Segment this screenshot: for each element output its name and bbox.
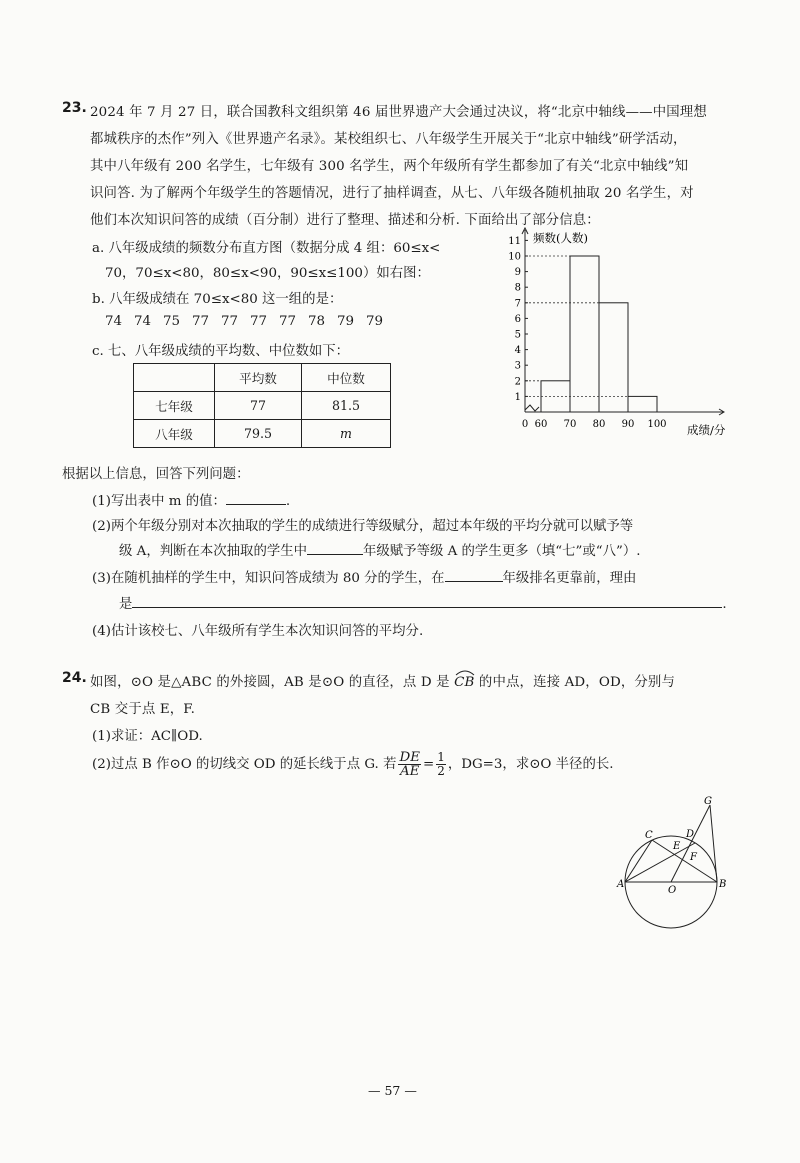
q23-prompt: 根据以上信息，回答下列问题： bbox=[62, 467, 250, 482]
y-tick-label: 7 bbox=[514, 298, 521, 310]
q23-sub3-text-b: 年级排名更靠前，理由 bbox=[502, 571, 637, 586]
q23-sub3-line1 bbox=[92, 567, 636, 586]
answer-blank-rank-grade[interactable] bbox=[445, 569, 503, 582]
q23-info-b: b. 八年级成绩在 70≤x<80 这一组的是： bbox=[92, 292, 343, 307]
score-item: 77 bbox=[192, 314, 210, 329]
score-item: 78 bbox=[308, 314, 326, 329]
q23-sub3-text-a: (3)在随机抽样的学生中，知识问答成绩为 80 分的学生，在 bbox=[92, 571, 445, 586]
label-a: A bbox=[617, 879, 625, 890]
chart-ylabel: 频数(人数) bbox=[533, 231, 588, 245]
y-tick-label: 1 bbox=[514, 391, 521, 403]
q23-info-a-line2: 70，70≤x<80，80≤x<90，90≤x≤100）如右图： bbox=[105, 266, 430, 281]
table-header-row bbox=[134, 364, 391, 392]
fraction-one-half bbox=[436, 751, 446, 778]
fraction-numerator: DE bbox=[399, 750, 420, 765]
q24-line1-text-a: 如图，⊙O 是△ABC 的外接圆，AB 是⊙O 的直径，点 D 是 bbox=[90, 675, 450, 690]
q23-score-list bbox=[105, 314, 395, 329]
y-tick-label: 5 bbox=[514, 329, 521, 341]
answer-blank-reason[interactable] bbox=[132, 595, 722, 608]
q23-text-line-1: 2024 年 7 月 27 日，联合国教科文组织第 46 届世界遗产大会通过决议，将“北京中轴线——中国理想 bbox=[90, 105, 707, 120]
q23-text-line-5: 他们本次知识问答的成绩（百分制）进行了整理、描述和分析. 下面给出了部分信息： bbox=[90, 213, 600, 228]
table-cell: 七年级 bbox=[134, 392, 215, 420]
fraction-de-ae bbox=[398, 751, 421, 778]
q24-number: 24. bbox=[62, 670, 87, 686]
x-tick-label: 80 bbox=[592, 419, 606, 430]
segment-ad bbox=[625, 843, 695, 882]
histogram-bar bbox=[628, 396, 657, 412]
q23-sub1-end: . bbox=[285, 494, 291, 509]
score-item: 79 bbox=[366, 314, 384, 329]
chart-xlabel: 成绩/分 bbox=[687, 423, 726, 437]
arc-cb-label bbox=[454, 675, 474, 690]
stats-table bbox=[133, 363, 391, 448]
x-tick-label: 90 bbox=[621, 419, 635, 430]
y-tick-label: 3 bbox=[514, 360, 521, 372]
q24-sub1: (1)求证：AC∥OD. bbox=[92, 729, 203, 744]
q23-text-line-3: 其中八年级有 200 名学生，七年级有 300 名学生，两个年级所有学生都参加了有关“北京中轴线”知 bbox=[90, 159, 689, 174]
q23-sub1-text: (1)写出表中 m 的值： bbox=[92, 494, 226, 509]
q23-text-line-4: 识问答. 为了解两个年级学生的答题情况，进行了抽样调查，从七、八年级各随机抽取 20 名学生，对 bbox=[90, 186, 694, 201]
label-f: F bbox=[690, 852, 697, 863]
table-header-cell bbox=[134, 364, 215, 392]
segment-ac bbox=[625, 840, 652, 882]
fraction-denominator: 2 bbox=[437, 764, 445, 778]
q23-sub2-line2 bbox=[119, 540, 640, 559]
x-tick-label: 60 bbox=[534, 419, 548, 430]
q23-number: 23. bbox=[62, 100, 87, 116]
q23-sub3-line2 bbox=[119, 593, 727, 612]
x-tick-label: 70 bbox=[563, 419, 577, 430]
q23-sub2-text-b: 年级赋予等级 A 的学生更多（填“七”或“八”）. bbox=[363, 544, 641, 559]
segment-bg bbox=[710, 805, 717, 882]
q24-line1 bbox=[90, 671, 675, 690]
table-cell: 81.5 bbox=[302, 392, 391, 420]
table-header-cell: 平均数 bbox=[215, 364, 302, 392]
y-tick-label: 8 bbox=[514, 282, 521, 294]
fraction-denominator: AE bbox=[400, 764, 420, 779]
score-item: 77 bbox=[279, 314, 297, 329]
y-tick-label: 10 bbox=[508, 251, 521, 263]
arc-symbol-icon bbox=[454, 668, 476, 676]
geometry-figure bbox=[615, 795, 740, 945]
table-cell: 77 bbox=[215, 392, 302, 420]
x-tick-label: 100 bbox=[647, 419, 667, 430]
q23-sub3-end: . bbox=[722, 597, 727, 612]
score-item: 77 bbox=[221, 314, 239, 329]
q24-sub2 bbox=[92, 751, 613, 778]
table-cell: 79.5 bbox=[215, 420, 302, 448]
score-item: 75 bbox=[163, 314, 181, 329]
q23-sub2-text-a: 级 A，判断在本次抽取的学生中 bbox=[119, 544, 308, 559]
q23-sub2-line1: (2)两个年级分别对本次抽取的学生的成绩进行等级赋分，超过本年级的平均分就可以赋予等 bbox=[92, 519, 634, 534]
axis-break-icon bbox=[525, 405, 539, 411]
y-tick-label: 6 bbox=[514, 313, 521, 325]
q23-info-c: c. 七、八年级成绩的平均数、中位数如下： bbox=[92, 344, 350, 359]
equals-sign: = bbox=[422, 757, 435, 772]
table-row bbox=[134, 420, 391, 448]
label-e: E bbox=[673, 841, 681, 852]
label-g: G bbox=[704, 796, 712, 807]
histogram-bar bbox=[570, 256, 599, 412]
y-tick-label: 2 bbox=[514, 376, 521, 388]
label-b: B bbox=[719, 879, 727, 890]
q23-sub4: (4)估计该校七、八年级所有学生本次知识问答的平均分. bbox=[92, 624, 424, 639]
q23-sub1 bbox=[92, 490, 290, 509]
arc-cb-text: CB bbox=[454, 675, 475, 690]
q24-line2: CB 交于点 E，F. bbox=[90, 702, 196, 717]
x-tick-label: 0 bbox=[521, 419, 529, 430]
score-item: 74 bbox=[105, 314, 123, 329]
table-cell: 八年级 bbox=[134, 420, 215, 448]
label-o: O bbox=[668, 885, 677, 896]
q24-sub2-text-a: (2)过点 B 作⊙O 的切线交 OD 的延长线于点 G. 若 bbox=[92, 757, 397, 772]
q23-text-line-2: 都城秩序的杰作”列入《世界遗产名录》。某校组织七、八年级学生开展关于“北京中轴线”研学活动， bbox=[90, 132, 687, 147]
fraction-numerator: 1 bbox=[437, 750, 445, 764]
q24-sub2-text-b: ，DG=3，求⊙O 半径的长. bbox=[447, 757, 614, 772]
answer-blank-grade-a[interactable] bbox=[307, 542, 363, 555]
table-row bbox=[134, 392, 391, 420]
y-tick-label: 9 bbox=[514, 267, 521, 279]
answer-blank-m[interactable] bbox=[226, 492, 286, 505]
label-d: D bbox=[686, 829, 695, 840]
table-cell: m bbox=[302, 420, 391, 448]
q23-info-a-line1: a. 八年级成绩的频数分布直方图（数据分成 4 组：60≤x< bbox=[92, 241, 441, 256]
histogram-chart bbox=[505, 222, 745, 440]
y-tick-label: 4 bbox=[514, 345, 521, 357]
histogram-bar bbox=[599, 303, 628, 412]
q23-sub3-text-c: 是 bbox=[119, 597, 133, 612]
y-tick-label: 11 bbox=[508, 235, 521, 247]
score-item: 74 bbox=[134, 314, 152, 329]
score-item: 79 bbox=[337, 314, 355, 329]
score-item: 77 bbox=[250, 314, 268, 329]
page-number: — 57 — bbox=[368, 1083, 417, 1098]
table-header-cell: 中位数 bbox=[302, 364, 391, 392]
q24-line1-text-b: 的中点，连接 AD，OD，分别与 bbox=[478, 675, 675, 690]
label-c: C bbox=[645, 830, 653, 841]
